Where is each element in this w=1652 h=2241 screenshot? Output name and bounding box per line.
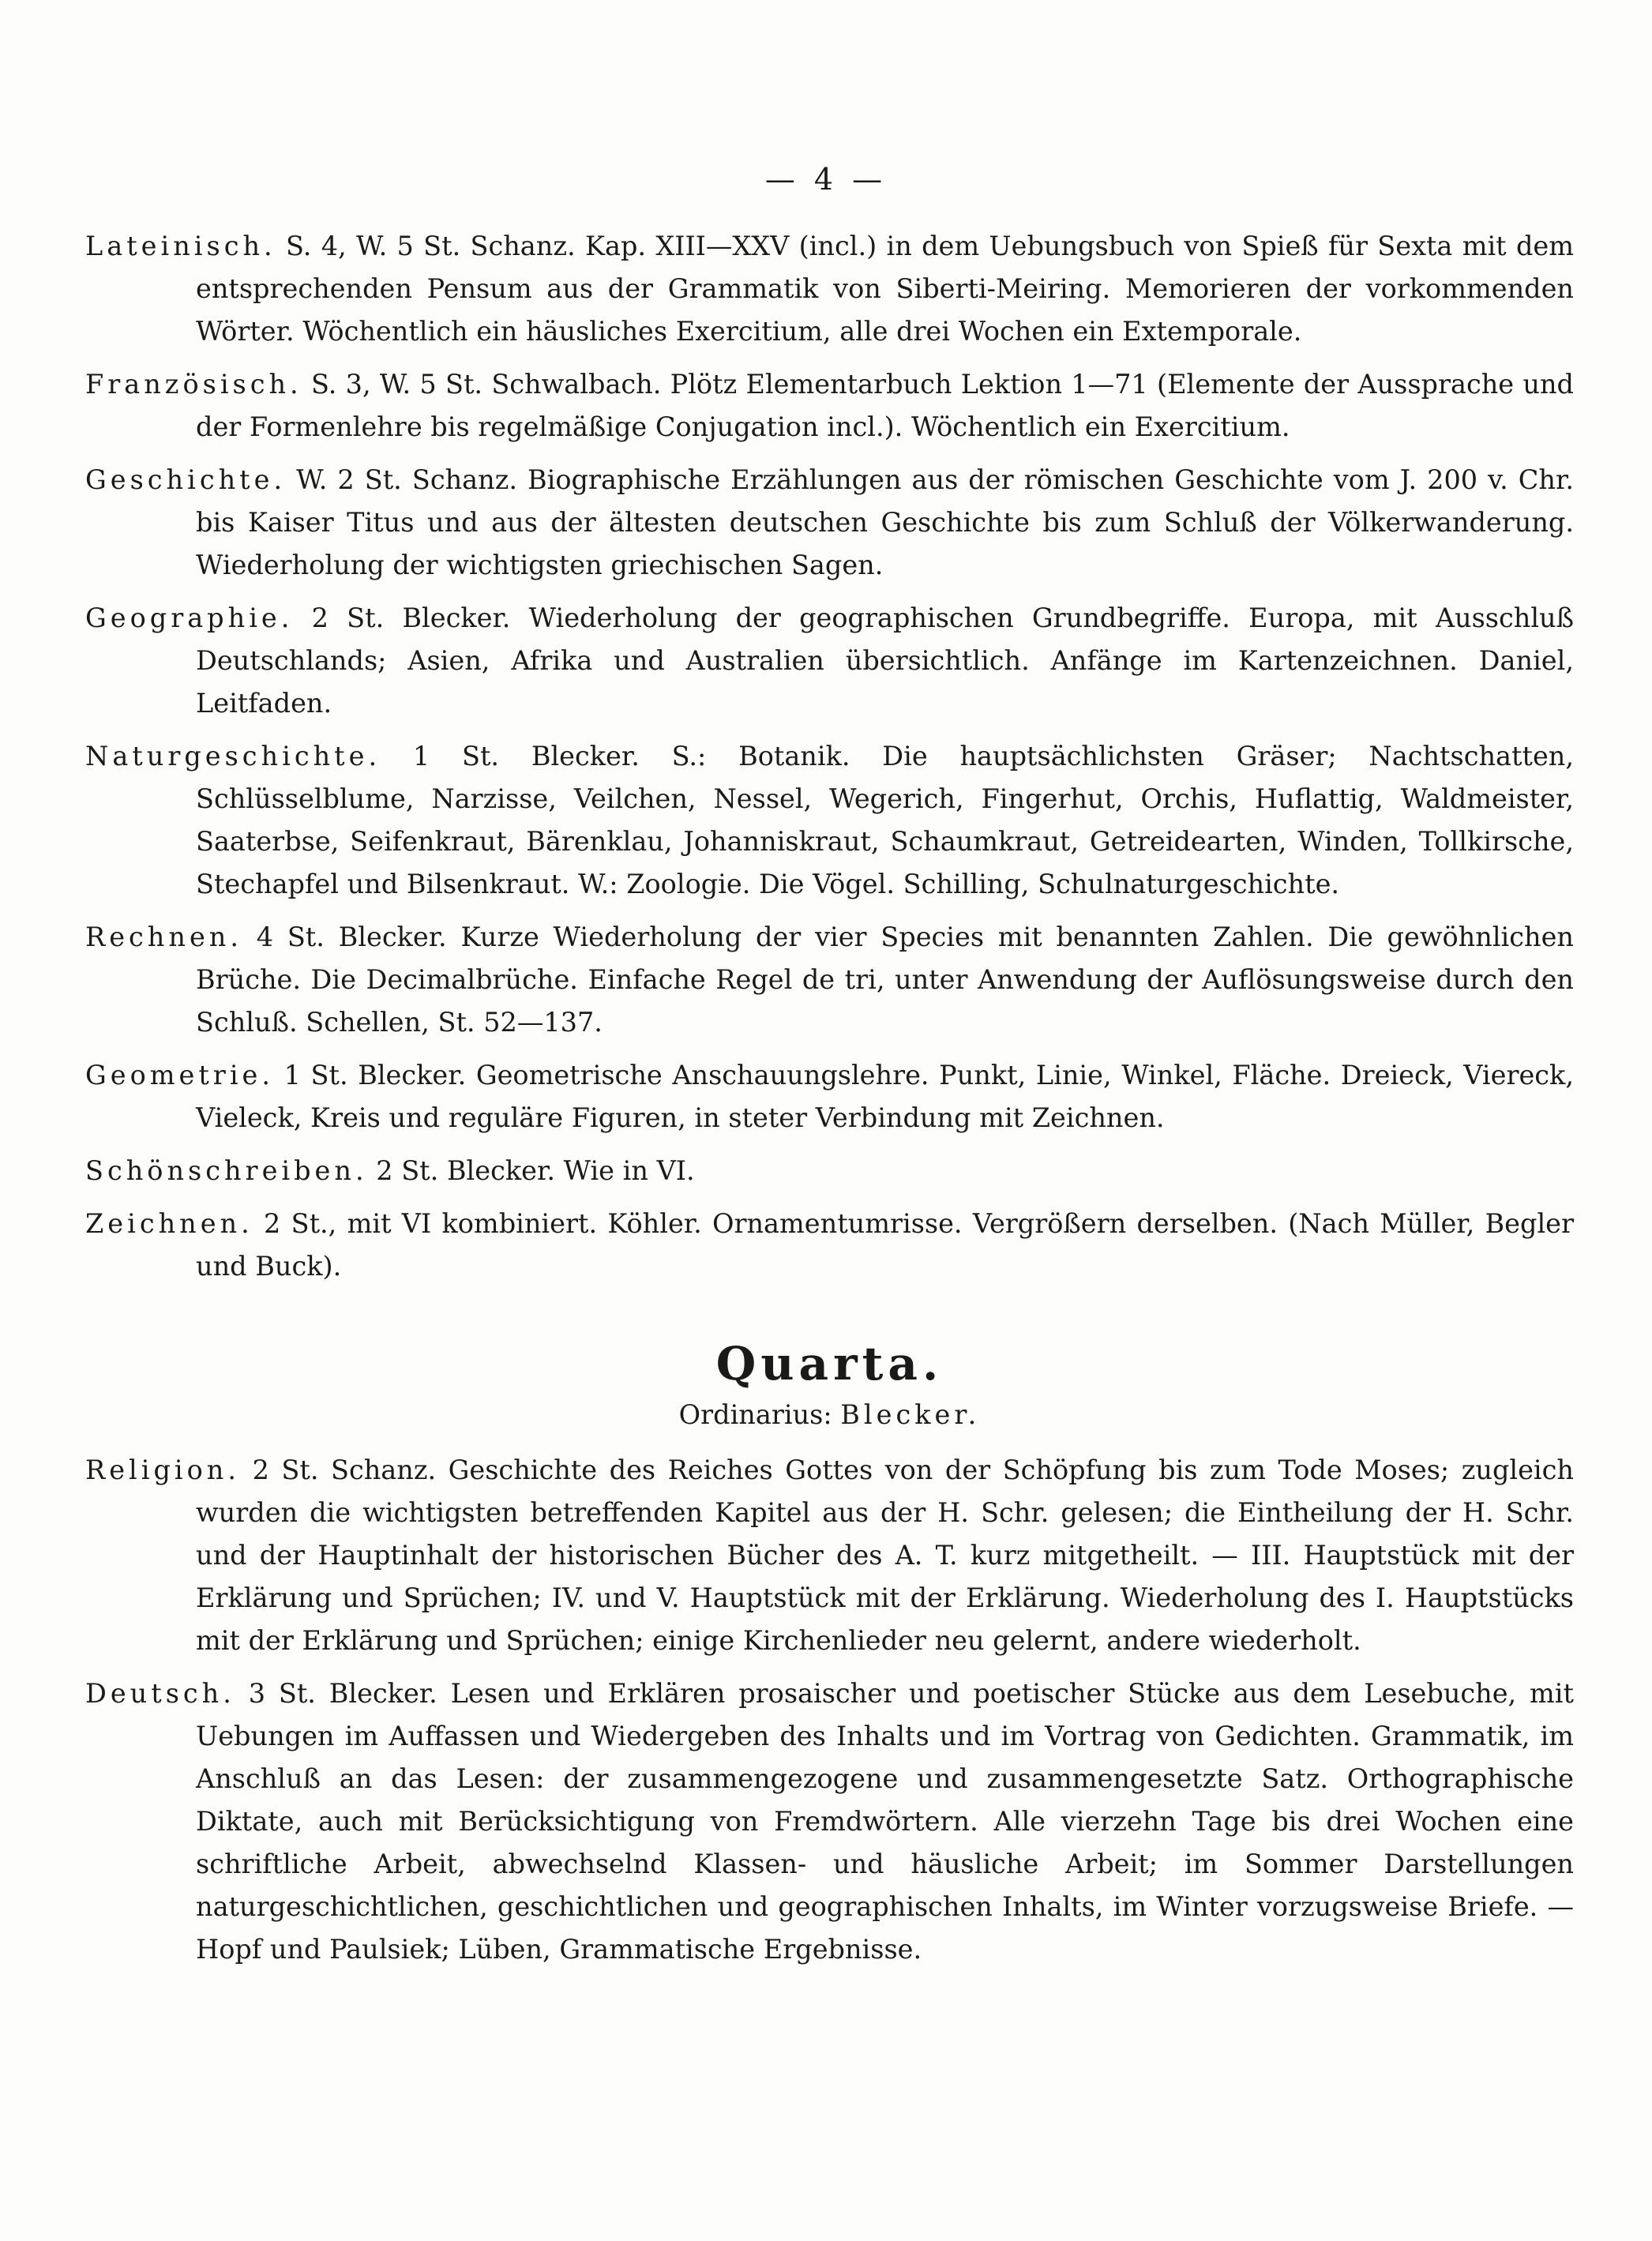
entry-subject: Geographie. <box>85 602 294 633</box>
entry-text: 2 St. Schanz. Geschichte des Reiches Gottes von der Schöpfung bis zum Tode Moses; zugleich wurden die wichtigsten betreffenden Kapitel aus der H. Schr. gelesen; die Eintheilung der H. Schr. und der Hauptinhalt der historischen Bücher des A. T. kurz mitgetheilt. — III. Hauptstück mit der Erklärung und Sprüchen; IV. und V. Hauptstück mit der Erklärung. Wiederholung des I. Hauptstücks mit der Erklärung und Sprüchen; einige Kirchenlieder neu gelernt, andere wiederholt. <box>196 1455 1574 1656</box>
section-quarta <box>85 1332 1574 1435</box>
entry-subject: Religion. <box>85 1455 241 1485</box>
entry-zeichnen <box>85 1203 1574 1288</box>
entry-geographie <box>85 597 1574 725</box>
entry-geschichte <box>85 459 1574 587</box>
entry-rechnen <box>85 916 1574 1044</box>
entry-subject: Französisch. <box>85 369 302 400</box>
entry-religion <box>85 1449 1574 1662</box>
entry-text: 1 St. Blecker. Geometrische Anschauungslehre. Punkt, Linie, Winkel, Fläche. Dreieck, Viereck, Vieleck, Kreis und reguläre Figuren, in steter Verbindung mit Zeichnen. <box>196 1060 1574 1133</box>
ordinarius-label: Ordinarius: <box>678 1399 832 1430</box>
entry-subject: Geometrie. <box>85 1060 275 1090</box>
entry-subject: Deutsch. <box>85 1678 235 1709</box>
ordinarius-name: Blecker. <box>840 1399 981 1430</box>
entry-subject: Geschichte. <box>85 464 287 495</box>
entry-schoenschreiben <box>85 1150 1574 1192</box>
entry-deutsch <box>85 1672 1574 1971</box>
entry-lateinisch <box>85 225 1574 353</box>
entry-text: 2 St. Blecker. Wie in VI. <box>376 1155 695 1186</box>
section-title: Quarta. <box>715 1337 944 1391</box>
text-block <box>85 225 1574 1981</box>
entry-franzoesisch <box>85 363 1574 449</box>
entry-text: 3 St. Blecker. Lesen und Erklären prosaischer und poetischer Stücke aus dem Lesebuche, mit Uebungen im Auffassen und Wiedergeben des Inhalts und im Vortrag von Gedichten. Grammatik, im Anschluß an das Lesen: der zusammengezogene und zusammengesetzte Satz. Orthographische Diktate, auch mit Berücksichtigung von Fremdwörtern. Alle vierzehn Tage bis drei Wochen eine schriftliche Arbeit, abwechselnd Klassen- und häusliche Arbeit; im Sommer Darstellungen naturgeschichtlichen, geschichtlichen und geographischen Inhalts, im Winter vorzugsweise Briefe. — Hopf und Paulsiek; Lüben, Grammatische Ergebnisse. <box>196 1678 1574 1965</box>
page-number: — 4 — <box>764 162 888 197</box>
entry-text: 2 St. Blecker. Wiederholung der geographischen Grundbegriffe. Europa, mit Ausschluß Deutschlands; Asien, Afrika und Australien übersichtlich. Anfänge im Kartenzeichnen. Daniel, Leitfaden. <box>196 602 1574 719</box>
entry-subject: Zeichnen. <box>85 1208 253 1239</box>
entry-geometrie <box>85 1054 1574 1139</box>
entry-subject: Lateinisch. <box>85 231 276 261</box>
entry-text: 4 St. Blecker. Kurze Wiederholung der vier Species mit benannten Zahlen. Die gewöhnlichen Brüche. Die Decimalbrüche. Einfache Regel de tri, unter Anwendung der Auflösungsweise durch den Schluß. Schellen, St. 52—137. <box>196 922 1574 1038</box>
entry-subject: Naturgeschichte. <box>85 741 381 771</box>
entry-text: 2 St., mit VI kombiniert. Köhler. Ornamentumrisse. Vergrößern derselben. (Nach Müller, Begler und Buck). <box>196 1208 1574 1282</box>
entry-text: W. 2 St. Schanz. Biographische Erzählungen aus der römischen Geschichte vom J. 200 v. Chr. bis Kaiser Titus und aus der ältesten deutschen Geschichte bis zum Schluß der Völkerwanderung. Wiederholung der wichtigsten griechischen Sagen. <box>196 464 1574 580</box>
entry-subject: Schönschreiben. <box>85 1155 368 1186</box>
entry-text: 1 St. Blecker. S.: Botanik. Die hauptsächlichsten Gräser; Nachtschatten, Schlüsselblume, Narzisse, Veilchen, Nessel, Wegerich, Fingerhut, Orchis, Huflattig, Waldmeister, Saaterbse, Seifenkraut, Bärenklau, Johanniskraut, Schaumkraut, Getreidearten, Winden, Tollkirsche, Stechapfel und Bilsenkraut. W.: Zoologie. Die Vögel. Schilling, Schulnaturgeschichte. <box>196 741 1574 899</box>
entry-text: S. 3, W. 5 St. Schwalbach. Plötz Elementarbuch Lektion 1—71 (Elemente der Aussprache und der Formenlehre bis regelmäßige Conjugation incl.). Wöchentlich ein Exercitium. <box>196 369 1574 442</box>
entry-naturgeschichte <box>85 735 1574 906</box>
entry-text: S. 4, W. 5 St. Schanz. Kap. XIII—XXV (incl.) in dem Uebungsbuch von Spieß für Sexta mit dem entsprechenden Pensum aus der Grammatik von Siberti-Meiring. Memorieren der vorkommenden Wörter. Wöchentlich ein häusliches Exercitium, alle drei Wochen ein Extemporale. <box>196 231 1574 347</box>
section-ordinarius <box>85 1395 1574 1435</box>
entry-subject: Rechnen. <box>85 922 243 952</box>
